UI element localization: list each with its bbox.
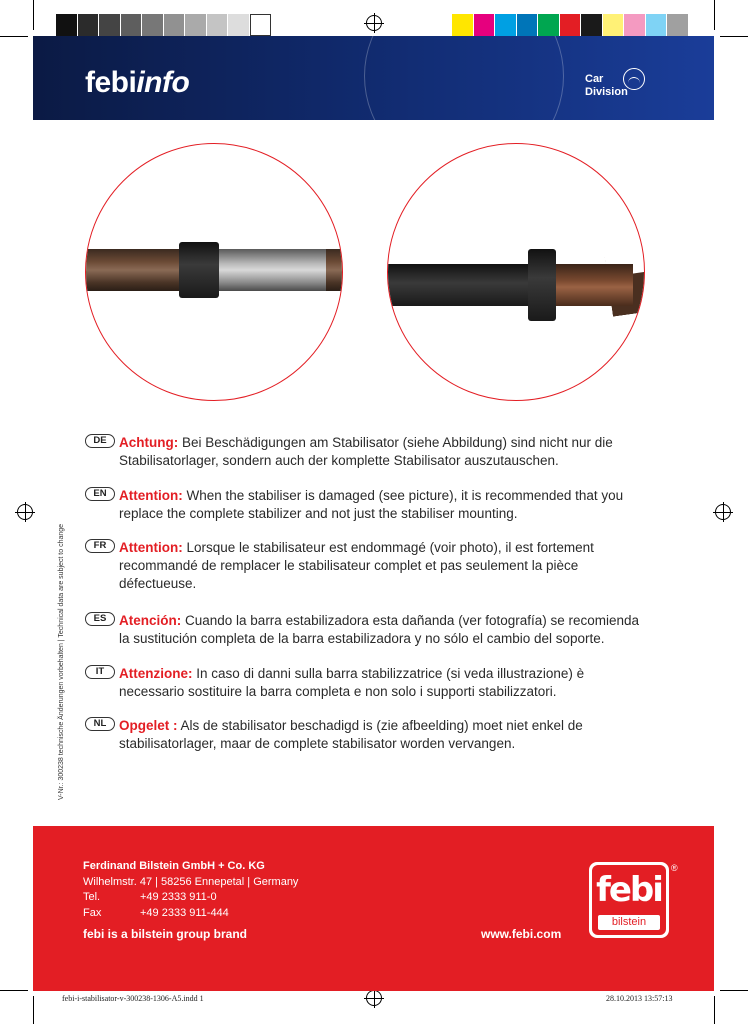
division-line-2: Division — [585, 86, 628, 98]
color-swatch — [250, 14, 272, 36]
notice-de — [85, 434, 645, 470]
crop-mark — [0, 36, 28, 37]
notice-lead: Atención: — [119, 613, 182, 628]
website-link[interactable]: www.febi.com — [481, 927, 562, 941]
notice-lead: Achtung: — [119, 435, 179, 450]
rubber-bush — [528, 249, 556, 321]
logo-subword: bilstein — [598, 915, 660, 930]
language-badge: EN — [85, 487, 115, 501]
color-swatch — [495, 14, 517, 36]
grayscale-color-bar — [56, 14, 271, 36]
color-swatch — [142, 14, 164, 36]
fax-label: Fax — [83, 906, 102, 919]
language-badge: NL — [85, 717, 115, 731]
notice-body: Cuando la barra estabilizadora esta dañanda (ver fotografía) se recomienda la sustitución completa de la barra estabilizadora y no sólo el cambio del soporte. — [119, 613, 640, 646]
notice-it — [85, 665, 645, 701]
stabiliser-bar-rusted — [553, 264, 633, 306]
registration-mark-icon — [366, 990, 382, 1006]
crop-mark — [33, 0, 34, 30]
color-swatch — [624, 14, 646, 36]
notice-text — [119, 539, 645, 593]
notice-text — [119, 487, 645, 523]
notice-lead: Attenzione: — [119, 666, 193, 681]
notice-en — [85, 487, 645, 523]
color-swatch — [78, 14, 100, 36]
registered-mark: ® — [671, 863, 678, 873]
notice-lead: Opgelet : — [119, 718, 178, 733]
color-swatch — [646, 14, 668, 36]
header-banner — [33, 36, 714, 120]
fax-row — [83, 906, 298, 922]
color-swatch — [474, 14, 496, 36]
decorative-arc — [364, 36, 564, 120]
crop-mark — [714, 0, 715, 30]
car-division-label — [585, 73, 628, 99]
language-badge: DE — [85, 434, 115, 448]
brand-italic: info — [136, 66, 190, 99]
phone-number: +49 2333 911-0 — [140, 891, 217, 903]
company-name: Ferdinand Bilstein GmbH + Co. KG — [83, 860, 265, 872]
notice-body: Lorsque le stabilisateur est endommagé (voir photo), il est fortement recommandé de remplacer le stabilisateur complet et pas seulement la pièce défectueuse. — [119, 540, 594, 591]
color-swatch — [560, 14, 582, 36]
color-swatch — [185, 14, 207, 36]
color-swatch — [228, 14, 250, 36]
stabiliser-bar-worn-section — [216, 249, 326, 291]
phone-label: Tel. — [83, 891, 101, 903]
company-info — [83, 859, 298, 921]
notice-lead: Attention: — [119, 540, 183, 555]
notice-body: When the stabiliser is damaged (see picture), it is recommended that you replace the complete stabilizer and not just the stabiliser mounting. — [119, 488, 624, 521]
febiinfo-logo — [85, 66, 189, 100]
color-swatch — [164, 14, 186, 36]
logo-word: febi — [596, 870, 662, 910]
color-swatch — [581, 14, 603, 36]
brand-main: febi — [85, 66, 137, 99]
notice-text — [119, 665, 645, 701]
notice-body: In caso di danni sulla barra stabilizzatrice (si veda illustrazione) è necessario sostituire la barra completa e non solo i supporti stabilizzatori. — [119, 666, 585, 699]
notice-lead: Attention: — [119, 488, 183, 503]
color-swatch — [99, 14, 121, 36]
notice-nl — [85, 717, 645, 753]
febi-bilstein-logo — [589, 862, 669, 938]
notice-es — [85, 612, 645, 648]
registration-mark-icon — [17, 504, 33, 520]
rubber-bush — [179, 242, 219, 298]
crop-mark — [720, 990, 748, 991]
company-address: Wilhelmstr. 47 | 58256 Ennepetal | Germany — [83, 875, 299, 888]
notice-text — [119, 434, 645, 470]
color-swatch — [452, 14, 474, 36]
car-icon — [623, 68, 645, 90]
notice-text — [119, 612, 645, 648]
color-swatch — [121, 14, 143, 36]
photo-stabiliser-damaged — [387, 143, 645, 401]
photo-stabiliser-worn — [85, 143, 343, 401]
color-swatch — [667, 14, 689, 36]
crop-mark — [33, 996, 34, 1024]
color-swatch — [538, 14, 560, 36]
file-slug: febi-i-stabilisator-v-300238-1306-A5.indd 1 — [62, 994, 204, 1003]
side-note: V-Nr.: 300238 technische Änderungen vorbehalten | Technical data are subject to change — [58, 523, 65, 800]
process-color-bar — [452, 14, 689, 36]
registration-mark-icon — [366, 15, 382, 31]
fax-number: +49 2333 911-444 — [140, 906, 229, 919]
color-swatch — [56, 14, 78, 36]
color-swatch — [207, 14, 229, 36]
notice-body: Als de stabilisator beschadigd is (zie afbeelding) moet niet enkel de stabilisatorlager, maar de complete stabilisator worden vervangen. — [119, 718, 583, 751]
crop-mark — [0, 990, 28, 991]
crop-mark — [720, 36, 748, 37]
language-badge: IT — [85, 665, 115, 679]
logo-inner — [592, 865, 666, 935]
brand-tagline: febi is a bilstein group brand — [83, 927, 248, 941]
phone-row — [83, 890, 298, 906]
notice-fr — [85, 539, 645, 593]
language-badge: FR — [85, 539, 115, 553]
timestamp-slug: 28.10.2013 13:57:13 — [606, 994, 673, 1003]
notice-body: Bei Beschädigungen am Stabilisator (siehe Abbildung) sind nicht nur die Stabilisatorlager, sondern auch der komplette Stabilisator auszutauschen. — [119, 435, 613, 468]
color-swatch — [603, 14, 625, 36]
footer-panel — [33, 826, 714, 991]
division-line-1: Car — [585, 73, 604, 85]
color-swatch — [517, 14, 539, 36]
crop-mark — [714, 996, 715, 1024]
registration-mark-icon — [715, 504, 731, 520]
notice-text — [119, 717, 645, 753]
language-badge: ES — [85, 612, 115, 626]
